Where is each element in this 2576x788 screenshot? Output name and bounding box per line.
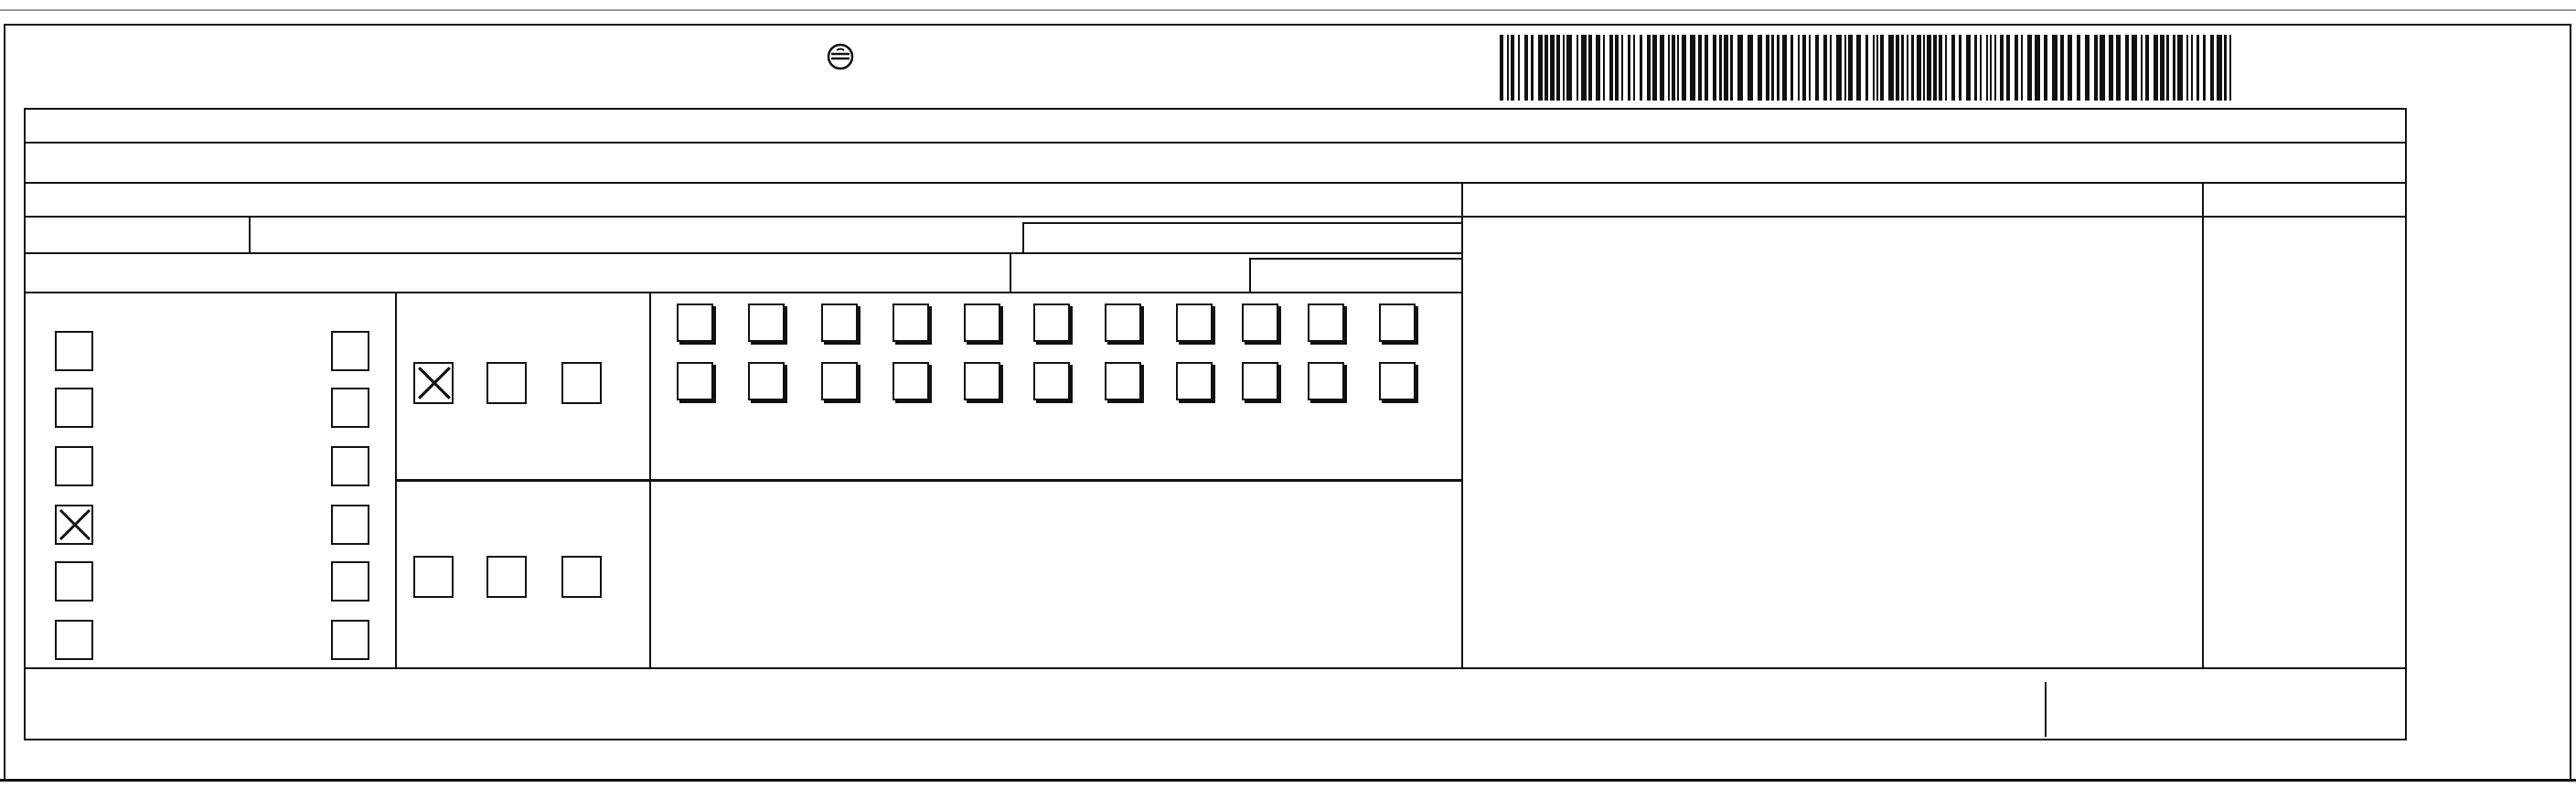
admision-divider (1022, 222, 1024, 252)
barcode-bar (1823, 35, 1827, 101)
barcode-bar (1927, 35, 1931, 101)
barcode-bar (1923, 35, 1925, 101)
barcode-bar (2217, 35, 2222, 101)
firma-header-line (1461, 216, 2407, 218)
admision-top (1022, 222, 1461, 224)
barcode-bar (1724, 35, 1728, 101)
barcode-bar (1647, 35, 1651, 101)
barcode-bar (2100, 35, 2105, 101)
barcode-bar (1966, 35, 1971, 101)
barcode-bar (1713, 35, 1716, 101)
barcode-bar (1511, 35, 1514, 101)
barcode-bar (1531, 35, 1534, 101)
barcode-bar (1628, 35, 1630, 101)
barcode-bar (1951, 35, 1955, 101)
v1-checkbox[interactable] (55, 561, 93, 602)
barcode-bar (1566, 35, 1572, 101)
day-box[interactable] (821, 362, 858, 400)
barcode-bar (1719, 35, 1722, 101)
barcode-bar (1771, 35, 1774, 101)
barcode-bar (2173, 35, 2175, 101)
barcode-bar (2052, 35, 2058, 101)
barcode-bar (1737, 35, 1743, 101)
documento-row (256, 218, 269, 248)
barcode-bar (1550, 35, 1555, 101)
barcode-bar (1538, 35, 1543, 101)
barcode-bar (1974, 35, 1977, 101)
day-box[interactable] (1242, 303, 1278, 342)
barcode-bar (1777, 35, 1780, 101)
row-divider (26, 182, 2407, 184)
barcode-bar (1790, 35, 1793, 101)
v2-checkbox[interactable] (331, 388, 369, 428)
x-mark-icon (57, 506, 93, 543)
row-divider (26, 252, 1463, 254)
barcode-bar (1730, 35, 1733, 101)
tel-divider (1249, 258, 1251, 292)
barcode-bar (1782, 35, 1787, 101)
top-rule (0, 9, 2576, 11)
barcode (1500, 35, 2231, 101)
barcode-bar (2021, 35, 2023, 101)
v1-checkbox[interactable] (55, 446, 93, 486)
barcode-bar (1609, 35, 1613, 101)
barcode-bar (1581, 35, 1587, 101)
barcode-bar (2191, 35, 2193, 101)
admision-row (1030, 219, 1042, 250)
barcode-bar (2197, 35, 2199, 101)
barcode-bar (1896, 35, 1899, 101)
barcode-bar (1939, 35, 1942, 101)
day-box[interactable] (1308, 303, 1344, 342)
barcode-bar (2229, 35, 2231, 101)
barcode-bar (1577, 35, 1578, 101)
barcode-bar (2116, 35, 2121, 101)
footer-divider (24, 667, 2407, 669)
logo-emblem-icon (822, 42, 859, 73)
barcode-bar (1690, 35, 1695, 101)
barcode-bar (1698, 35, 1702, 101)
barcode-bar (1758, 35, 1762, 101)
barcode-bar (1901, 35, 1904, 101)
v1-checkbox[interactable] (55, 388, 93, 428)
barcode-bar (1876, 35, 1878, 101)
barcode-bar (2166, 35, 2169, 101)
month-checkbox[interactable] (561, 362, 602, 404)
day-box[interactable] (893, 303, 929, 342)
barcode-bar (1596, 35, 1600, 101)
v2-checkbox[interactable] (331, 331, 369, 371)
v2-checkbox[interactable] (331, 446, 369, 486)
barcode-bar (1766, 35, 1769, 101)
barcode-bar (2027, 35, 2032, 101)
day-box[interactable] (1033, 362, 1070, 400)
barcode-bar (1959, 35, 1961, 101)
barcode-bar (1888, 35, 1894, 101)
v2-checkbox[interactable] (331, 561, 369, 602)
day-box[interactable] (1033, 303, 1070, 342)
barcode-bar (2160, 35, 2164, 101)
bottom-rule (0, 779, 2576, 782)
month-checkbox[interactable] (486, 362, 527, 404)
row-divider (26, 292, 1463, 293)
barcode-bar (1980, 35, 1982, 101)
barcode-bar (1518, 35, 1520, 101)
barcode-bar (1933, 35, 1937, 101)
day-box[interactable] (1379, 303, 1416, 342)
barcode-bar (2060, 35, 2064, 101)
barcode-bar (1809, 35, 1811, 101)
barcode-bar (1660, 35, 1664, 101)
month-checkbox[interactable] (486, 556, 527, 598)
barcode-bar (1986, 35, 1988, 101)
barcode-bar (1802, 35, 1806, 101)
barcode-bar (2035, 35, 2040, 101)
firma-divider (1461, 182, 1463, 667)
barcode-bar (1652, 35, 1657, 101)
barcode-bar (1556, 35, 1560, 101)
barcode-bar (1748, 35, 1753, 101)
placa-divider (249, 216, 251, 252)
barcode-bar (1990, 35, 1992, 101)
row-divider (26, 142, 2407, 144)
day-box[interactable] (964, 303, 1000, 342)
id-divider (1010, 252, 1011, 292)
month-checkbox[interactable] (413, 362, 454, 404)
day-box[interactable] (1176, 303, 1213, 342)
barcode-bar (1830, 35, 1832, 101)
day-box[interactable] (677, 362, 713, 400)
day-box[interactable] (1105, 362, 1141, 400)
barcode-bar (1844, 35, 1846, 101)
barcode-bar (1621, 35, 1623, 101)
barcode-bar (1682, 35, 1686, 101)
day-box[interactable] (1379, 362, 1416, 400)
barcode-bar (1633, 35, 1635, 101)
barcode-bar (2085, 35, 2090, 101)
barcode-bar (2000, 35, 2004, 101)
barcode-bar (2125, 35, 2129, 101)
barcode-bar (1945, 35, 1947, 101)
barcode-bar (1917, 35, 1921, 101)
barcode-bar (1880, 35, 1884, 101)
day-box[interactable] (893, 362, 929, 400)
day-box[interactable] (1308, 362, 1344, 400)
day-box[interactable] (748, 303, 785, 342)
barcode-bar (2094, 35, 2098, 101)
v2-checkbox[interactable] (331, 505, 369, 545)
barcode-bar (2141, 35, 2143, 101)
certipostal-logo (812, 42, 869, 97)
barcode-bar (1836, 35, 1842, 101)
barcode-bar (1994, 35, 1996, 101)
barcode-bar (2109, 35, 2113, 101)
day-box[interactable] (748, 362, 785, 400)
barcode-bar (1677, 35, 1679, 101)
observaciones-divider (2202, 182, 2204, 667)
day-box[interactable] (677, 303, 713, 342)
barcode-bar (1500, 35, 1503, 101)
v1-checkbox[interactable] (55, 620, 93, 660)
barcode-bar (1856, 35, 1861, 101)
barcode-bar (1865, 35, 1868, 101)
barcode-bar (2224, 35, 2227, 101)
day-box[interactable] (1176, 362, 1213, 400)
barcode-bar (1911, 35, 1914, 101)
barcode-bar (1907, 35, 1908, 101)
barcode-bar (1798, 35, 1800, 101)
direccion-row (31, 144, 39, 209)
barcode-bar (1672, 35, 1675, 101)
barcode-bar (2145, 35, 2149, 101)
v1-checkbox[interactable] (55, 505, 93, 545)
guia-divider (2045, 682, 2047, 737)
barcode-bar (1588, 35, 1592, 101)
v1-checkbox[interactable] (55, 331, 93, 371)
barcode-bar (1524, 35, 1528, 101)
barcode-bar (2132, 35, 2137, 101)
barcode-bar (1815, 35, 1819, 101)
x-mark-icon (415, 364, 454, 402)
barcode-bar (2203, 35, 2206, 101)
day-box[interactable] (964, 362, 1000, 400)
barcode-bar (1848, 35, 1853, 101)
tel-top (1249, 258, 1461, 260)
barcode-bar (1545, 35, 1548, 101)
barcode-bar (2186, 35, 2188, 101)
barcode-bar (2044, 35, 2047, 101)
barcode-bar (2177, 35, 2183, 101)
form-frame (24, 108, 2407, 740)
barcode-bar (2006, 35, 2010, 101)
barcode-bar (2068, 35, 2072, 101)
barcode-bar (1640, 35, 1642, 101)
barcode-bar (1873, 35, 1875, 101)
barcode-bar (2210, 35, 2214, 101)
barcode-bar (1705, 35, 1708, 101)
barcode-bar (1507, 35, 1509, 101)
month-checkbox[interactable] (413, 556, 454, 598)
barcode-bar (2154, 35, 2158, 101)
barcode-bar (1563, 35, 1565, 101)
day-box[interactable] (1242, 362, 1278, 400)
day-box[interactable] (1105, 303, 1141, 342)
day-box[interactable] (821, 303, 858, 342)
month-checkbox[interactable] (561, 556, 602, 598)
visit-divider (395, 479, 1463, 482)
v2-checkbox[interactable] (331, 620, 369, 660)
barcode-bar (2015, 35, 2018, 101)
barcode-bar (2077, 35, 2080, 101)
barcode-bar (1668, 35, 1670, 101)
barcode-bar (1603, 35, 1605, 101)
row-divider (26, 216, 1463, 218)
barcode-bar (1615, 35, 1619, 101)
